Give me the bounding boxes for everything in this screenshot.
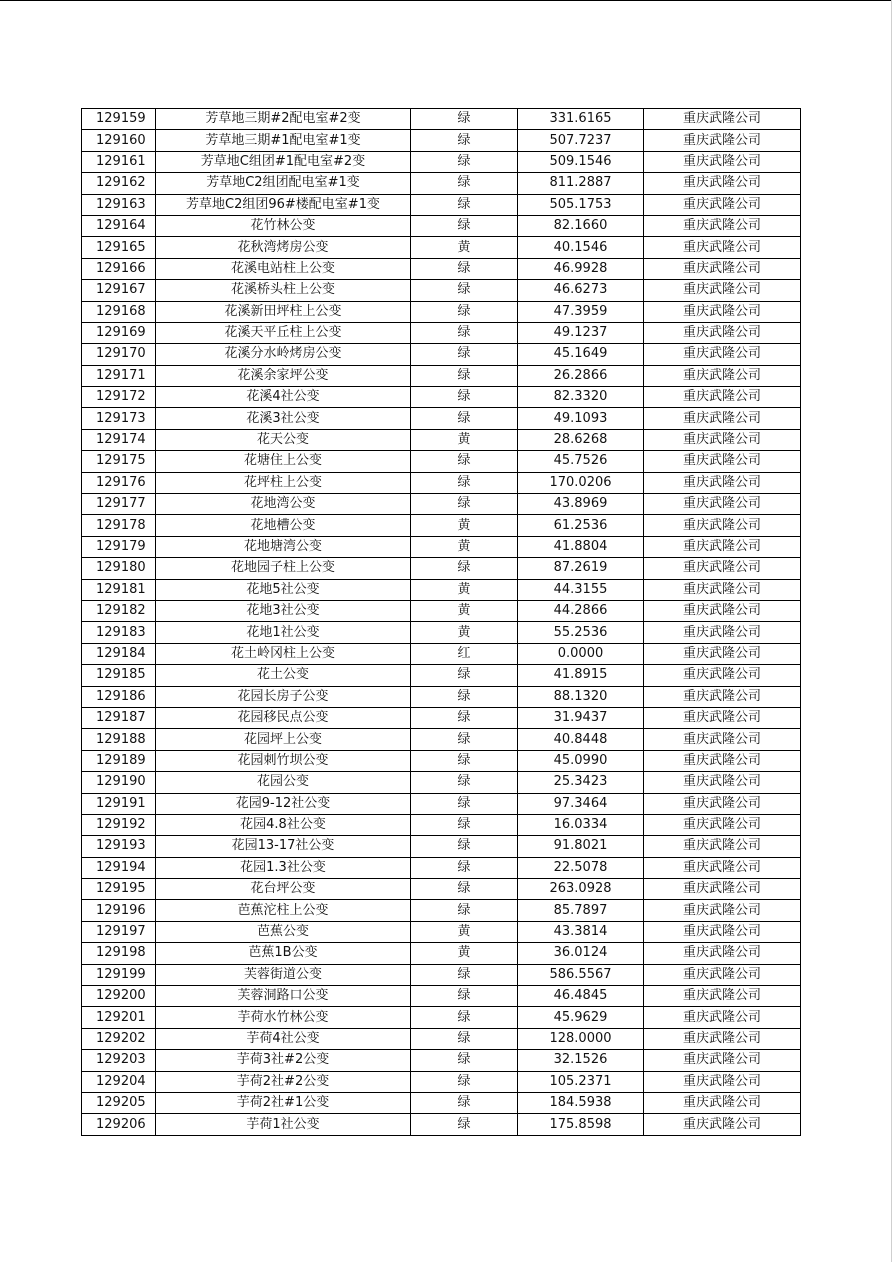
page-top-border	[0, 0, 892, 1]
table-row	[82, 1114, 801, 1135]
company-cell: 重庆武隆公司	[644, 536, 801, 557]
transformer-name-cell: 花土公变	[156, 665, 411, 686]
table-row	[82, 301, 801, 322]
value-cell: 509.1546	[518, 151, 644, 172]
company-cell: 重庆武隆公司	[644, 1028, 801, 1049]
value-cell: 45.7526	[518, 451, 644, 472]
status-color-cell: 绿	[411, 451, 518, 472]
transformer-name-cell: 花溪电站柱上公变	[156, 258, 411, 279]
transformer-name-cell: 芋荷4社公变	[156, 1028, 411, 1049]
transformer-name-cell: 花竹林公变	[156, 215, 411, 236]
id-cell: 129182	[82, 600, 156, 621]
value-cell: 47.3959	[518, 301, 644, 322]
company-cell: 重庆武隆公司	[644, 665, 801, 686]
company-cell: 重庆武隆公司	[644, 215, 801, 236]
transformer-name-cell: 花溪新田坪柱上公变	[156, 301, 411, 322]
status-color-cell: 黄	[411, 429, 518, 450]
company-cell: 重庆武隆公司	[644, 1114, 801, 1135]
transformer-name-cell: 花地1社公变	[156, 622, 411, 643]
table-row	[82, 130, 801, 151]
table-row	[82, 1007, 801, 1028]
status-color-cell: 黄	[411, 237, 518, 258]
id-cell: 129164	[82, 215, 156, 236]
table-row	[82, 429, 801, 450]
id-cell: 129200	[82, 986, 156, 1007]
id-cell: 129163	[82, 194, 156, 215]
value-cell: 31.9437	[518, 707, 644, 728]
id-cell: 129183	[82, 622, 156, 643]
value-cell: 331.6165	[518, 109, 644, 130]
table-row	[82, 643, 801, 664]
table-row	[82, 857, 801, 878]
transformer-name-cell: 花地槽公变	[156, 515, 411, 536]
status-color-cell: 绿	[411, 665, 518, 686]
value-cell: 175.8598	[518, 1114, 644, 1135]
transformer-name-cell: 芋荷3社#2公变	[156, 1050, 411, 1071]
transformer-name-cell: 花园9-12社公变	[156, 793, 411, 814]
value-cell: 46.4845	[518, 986, 644, 1007]
value-cell: 44.2866	[518, 600, 644, 621]
company-cell: 重庆武隆公司	[644, 408, 801, 429]
table-row	[82, 665, 801, 686]
id-cell: 129173	[82, 408, 156, 429]
value-cell: 41.8915	[518, 665, 644, 686]
company-cell: 重庆武隆公司	[644, 151, 801, 172]
transformer-name-cell: 花园1.3社公变	[156, 857, 411, 878]
status-color-cell: 绿	[411, 1092, 518, 1113]
id-cell: 129194	[82, 857, 156, 878]
company-cell: 重庆武隆公司	[644, 429, 801, 450]
table-row	[82, 344, 801, 365]
company-cell: 重庆武隆公司	[644, 237, 801, 258]
status-color-cell: 绿	[411, 365, 518, 386]
id-cell: 129159	[82, 109, 156, 130]
transformer-name-cell: 花溪分水岭烤房公变	[156, 344, 411, 365]
id-cell: 129167	[82, 280, 156, 301]
table-row	[82, 943, 801, 964]
transformer-name-cell: 花园4.8社公变	[156, 814, 411, 835]
company-cell: 重庆武隆公司	[644, 879, 801, 900]
transformer-name-cell: 芭蕉1B公变	[156, 943, 411, 964]
status-color-cell: 绿	[411, 900, 518, 921]
status-color-cell: 绿	[411, 344, 518, 365]
transformer-name-cell: 芋荷2社#2公变	[156, 1071, 411, 1092]
company-cell: 重庆武隆公司	[644, 258, 801, 279]
id-cell: 129203	[82, 1050, 156, 1071]
id-cell: 129169	[82, 322, 156, 343]
id-cell: 129199	[82, 964, 156, 985]
value-cell: 184.5938	[518, 1092, 644, 1113]
value-cell: 88.1320	[518, 686, 644, 707]
status-color-cell: 绿	[411, 194, 518, 215]
company-cell: 重庆武隆公司	[644, 729, 801, 750]
table-row	[82, 1092, 801, 1113]
status-color-cell: 绿	[411, 387, 518, 408]
company-cell: 重庆武隆公司	[644, 900, 801, 921]
id-cell: 129165	[82, 237, 156, 258]
transformer-name-cell: 花坪柱上公变	[156, 472, 411, 493]
company-cell: 重庆武隆公司	[644, 173, 801, 194]
id-cell: 129166	[82, 258, 156, 279]
id-cell: 129176	[82, 472, 156, 493]
value-cell: 811.2887	[518, 173, 644, 194]
id-cell: 129198	[82, 943, 156, 964]
status-color-cell: 绿	[411, 793, 518, 814]
status-color-cell: 绿	[411, 173, 518, 194]
company-cell: 重庆武隆公司	[644, 194, 801, 215]
value-cell: 105.2371	[518, 1071, 644, 1092]
company-cell: 重庆武隆公司	[644, 301, 801, 322]
transformer-name-cell: 花溪3社公变	[156, 408, 411, 429]
value-cell: 41.8804	[518, 536, 644, 557]
transformer-name-cell: 花园13-17社公变	[156, 836, 411, 857]
transformer-name-cell: 花土岭冈柱上公变	[156, 643, 411, 664]
status-color-cell: 黄	[411, 536, 518, 557]
status-color-cell: 绿	[411, 558, 518, 579]
company-cell: 重庆武隆公司	[644, 600, 801, 621]
value-cell: 505.1753	[518, 194, 644, 215]
status-color-cell: 绿	[411, 772, 518, 793]
table-row	[82, 1050, 801, 1071]
company-cell: 重庆武隆公司	[644, 707, 801, 728]
value-cell: 45.0990	[518, 750, 644, 771]
id-cell: 129196	[82, 900, 156, 921]
value-cell: 82.1660	[518, 215, 644, 236]
transformer-table	[81, 108, 801, 1136]
id-cell: 129178	[82, 515, 156, 536]
company-cell: 重庆武隆公司	[644, 857, 801, 878]
id-cell: 129188	[82, 729, 156, 750]
value-cell: 507.7237	[518, 130, 644, 151]
transformer-name-cell: 芳草地C组团#1配电室#2变	[156, 151, 411, 172]
id-cell: 129185	[82, 665, 156, 686]
transformer-name-cell: 芳草地C2组团配电室#1变	[156, 173, 411, 194]
table-row	[82, 729, 801, 750]
table-row	[82, 772, 801, 793]
transformer-name-cell: 花园坪上公变	[156, 729, 411, 750]
company-cell: 重庆武隆公司	[644, 1007, 801, 1028]
transformer-name-cell: 花地湾公变	[156, 494, 411, 515]
value-cell: 45.9629	[518, 1007, 644, 1028]
status-color-cell: 绿	[411, 814, 518, 835]
value-cell: 85.7897	[518, 900, 644, 921]
id-cell: 129206	[82, 1114, 156, 1135]
transformer-name-cell: 花地塘湾公变	[156, 536, 411, 557]
company-cell: 重庆武隆公司	[644, 280, 801, 301]
table-row	[82, 322, 801, 343]
transformer-name-cell: 芳草地C2组团96#楼配电室#1变	[156, 194, 411, 215]
company-cell: 重庆武隆公司	[644, 643, 801, 664]
company-cell: 重庆武隆公司	[644, 750, 801, 771]
status-color-cell: 绿	[411, 301, 518, 322]
status-color-cell: 绿	[411, 836, 518, 857]
table-row	[82, 750, 801, 771]
table-row	[82, 814, 801, 835]
transformer-name-cell: 花溪余家坪公变	[156, 365, 411, 386]
company-cell: 重庆武隆公司	[644, 472, 801, 493]
id-cell: 129197	[82, 921, 156, 942]
value-cell: 45.1649	[518, 344, 644, 365]
transformer-name-cell: 芙蓉洞路口公变	[156, 986, 411, 1007]
id-cell: 129204	[82, 1071, 156, 1092]
status-color-cell: 绿	[411, 707, 518, 728]
transformer-name-cell: 芭蕉公变	[156, 921, 411, 942]
company-cell: 重庆武隆公司	[644, 772, 801, 793]
id-cell: 129190	[82, 772, 156, 793]
company-cell: 重庆武隆公司	[644, 1050, 801, 1071]
value-cell: 263.0928	[518, 879, 644, 900]
value-cell: 44.3155	[518, 579, 644, 600]
transformer-name-cell: 芭蕉沱柱上公变	[156, 900, 411, 921]
transformer-name-cell: 芋荷1社公变	[156, 1114, 411, 1135]
value-cell: 16.0334	[518, 814, 644, 835]
transformer-name-cell: 花溪桥头柱上公变	[156, 280, 411, 301]
status-color-cell: 绿	[411, 879, 518, 900]
status-color-cell: 红	[411, 643, 518, 664]
company-cell: 重庆武隆公司	[644, 964, 801, 985]
value-cell: 32.1526	[518, 1050, 644, 1071]
table-row	[82, 194, 801, 215]
transformer-name-cell: 花溪天平丘柱上公变	[156, 322, 411, 343]
id-cell: 129205	[82, 1092, 156, 1113]
transformer-name-cell: 花天公变	[156, 429, 411, 450]
status-color-cell: 绿	[411, 280, 518, 301]
table-row	[82, 215, 801, 236]
table-body	[82, 109, 801, 1136]
status-color-cell: 绿	[411, 151, 518, 172]
status-color-cell: 绿	[411, 1007, 518, 1028]
table-row	[82, 536, 801, 557]
transformer-name-cell: 芋荷2社#1公变	[156, 1092, 411, 1113]
status-color-cell: 绿	[411, 1114, 518, 1135]
table-row	[82, 387, 801, 408]
id-cell: 129189	[82, 750, 156, 771]
status-color-cell: 绿	[411, 686, 518, 707]
value-cell: 26.2866	[518, 365, 644, 386]
table-row	[82, 921, 801, 942]
value-cell: 97.3464	[518, 793, 644, 814]
value-cell: 49.1093	[518, 408, 644, 429]
status-color-cell: 绿	[411, 472, 518, 493]
table-row	[82, 365, 801, 386]
table-row	[82, 964, 801, 985]
id-cell: 129187	[82, 707, 156, 728]
table-row	[82, 900, 801, 921]
status-color-cell: 绿	[411, 857, 518, 878]
status-color-cell: 绿	[411, 258, 518, 279]
transformer-name-cell: 芙蓉街道公变	[156, 964, 411, 985]
id-cell: 129202	[82, 1028, 156, 1049]
table-row	[82, 622, 801, 643]
value-cell: 49.1237	[518, 322, 644, 343]
value-cell: 25.3423	[518, 772, 644, 793]
table-row	[82, 879, 801, 900]
table-row	[82, 515, 801, 536]
table-row	[82, 579, 801, 600]
id-cell: 129195	[82, 879, 156, 900]
transformer-name-cell: 芳草地三期#2配电室#2变	[156, 109, 411, 130]
id-cell: 129161	[82, 151, 156, 172]
company-cell: 重庆武隆公司	[644, 322, 801, 343]
company-cell: 重庆武隆公司	[644, 1071, 801, 1092]
status-color-cell: 绿	[411, 729, 518, 750]
id-cell: 129171	[82, 365, 156, 386]
id-cell: 129162	[82, 173, 156, 194]
value-cell: 586.5567	[518, 964, 644, 985]
status-color-cell: 黄	[411, 943, 518, 964]
company-cell: 重庆武隆公司	[644, 921, 801, 942]
table-row	[82, 793, 801, 814]
status-color-cell: 绿	[411, 494, 518, 515]
value-cell: 36.0124	[518, 943, 644, 964]
value-cell: 22.5078	[518, 857, 644, 878]
status-color-cell: 绿	[411, 130, 518, 151]
transformer-name-cell: 花地3社公变	[156, 600, 411, 621]
id-cell: 129179	[82, 536, 156, 557]
value-cell: 46.6273	[518, 280, 644, 301]
status-color-cell: 绿	[411, 215, 518, 236]
table-row	[82, 1028, 801, 1049]
company-cell: 重庆武隆公司	[644, 494, 801, 515]
status-color-cell: 绿	[411, 986, 518, 1007]
id-cell: 129193	[82, 836, 156, 857]
company-cell: 重庆武隆公司	[644, 130, 801, 151]
status-color-cell: 绿	[411, 109, 518, 130]
status-color-cell: 黄	[411, 579, 518, 600]
table-row	[82, 258, 801, 279]
table-row	[82, 707, 801, 728]
table-row	[82, 109, 801, 130]
transformer-name-cell: 花秋湾烤房公变	[156, 237, 411, 258]
id-cell: 129177	[82, 494, 156, 515]
value-cell: 170.0206	[518, 472, 644, 493]
table-row	[82, 408, 801, 429]
company-cell: 重庆武隆公司	[644, 814, 801, 835]
id-cell: 129192	[82, 814, 156, 835]
status-color-cell: 绿	[411, 750, 518, 771]
id-cell: 129201	[82, 1007, 156, 1028]
company-cell: 重庆武隆公司	[644, 365, 801, 386]
id-cell: 129181	[82, 579, 156, 600]
id-cell: 129160	[82, 130, 156, 151]
company-cell: 重庆武隆公司	[644, 793, 801, 814]
company-cell: 重庆武隆公司	[644, 451, 801, 472]
value-cell: 61.2536	[518, 515, 644, 536]
transformer-name-cell: 花园长房子公变	[156, 686, 411, 707]
transformer-name-cell: 花园移民点公变	[156, 707, 411, 728]
status-color-cell: 绿	[411, 964, 518, 985]
value-cell: 28.6268	[518, 429, 644, 450]
status-color-cell: 黄	[411, 600, 518, 621]
transformer-name-cell: 花地5社公变	[156, 579, 411, 600]
transformer-name-cell: 花园刺竹坝公变	[156, 750, 411, 771]
status-color-cell: 绿	[411, 1028, 518, 1049]
company-cell: 重庆武隆公司	[644, 686, 801, 707]
id-cell: 129186	[82, 686, 156, 707]
company-cell: 重庆武隆公司	[644, 558, 801, 579]
value-cell: 91.8021	[518, 836, 644, 857]
value-cell: 0.0000	[518, 643, 644, 664]
company-cell: 重庆武隆公司	[644, 986, 801, 1007]
status-color-cell: 黄	[411, 921, 518, 942]
table-row	[82, 472, 801, 493]
transformer-name-cell: 花园公变	[156, 772, 411, 793]
value-cell: 40.8448	[518, 729, 644, 750]
value-cell: 87.2619	[518, 558, 644, 579]
id-cell: 129168	[82, 301, 156, 322]
status-color-cell: 绿	[411, 1050, 518, 1071]
table-row	[82, 836, 801, 857]
id-cell: 129172	[82, 387, 156, 408]
table-row	[82, 686, 801, 707]
status-color-cell: 绿	[411, 1071, 518, 1092]
status-color-cell: 黄	[411, 622, 518, 643]
table-row	[82, 173, 801, 194]
value-cell: 128.0000	[518, 1028, 644, 1049]
table-row	[82, 151, 801, 172]
company-cell: 重庆武隆公司	[644, 1092, 801, 1113]
company-cell: 重庆武隆公司	[644, 515, 801, 536]
company-cell: 重庆武隆公司	[644, 344, 801, 365]
id-cell: 129174	[82, 429, 156, 450]
id-cell: 129191	[82, 793, 156, 814]
transformer-name-cell: 花台坪公变	[156, 879, 411, 900]
table-row	[82, 494, 801, 515]
table-row	[82, 558, 801, 579]
id-cell: 129184	[82, 643, 156, 664]
status-color-cell: 绿	[411, 408, 518, 429]
id-cell: 129175	[82, 451, 156, 472]
status-color-cell: 绿	[411, 322, 518, 343]
table-row	[82, 986, 801, 1007]
table-row	[82, 280, 801, 301]
transformer-name-cell: 花塘住上公变	[156, 451, 411, 472]
value-cell: 43.8969	[518, 494, 644, 515]
company-cell: 重庆武隆公司	[644, 622, 801, 643]
transformer-name-cell: 花溪4社公变	[156, 387, 411, 408]
table-row	[82, 1071, 801, 1092]
transformer-name-cell: 芳草地三期#1配电室#1变	[156, 130, 411, 151]
value-cell: 40.1546	[518, 237, 644, 258]
company-cell: 重庆武隆公司	[644, 579, 801, 600]
table-row	[82, 237, 801, 258]
transformer-name-cell: 花地园子柱上公变	[156, 558, 411, 579]
company-cell: 重庆武隆公司	[644, 109, 801, 130]
id-cell: 129180	[82, 558, 156, 579]
value-cell: 46.9928	[518, 258, 644, 279]
company-cell: 重庆武隆公司	[644, 943, 801, 964]
id-cell: 129170	[82, 344, 156, 365]
table-row	[82, 600, 801, 621]
value-cell: 55.2536	[518, 622, 644, 643]
company-cell: 重庆武隆公司	[644, 387, 801, 408]
value-cell: 43.3814	[518, 921, 644, 942]
table-row	[82, 451, 801, 472]
transformer-name-cell: 芋荷水竹林公变	[156, 1007, 411, 1028]
value-cell: 82.3320	[518, 387, 644, 408]
status-color-cell: 黄	[411, 515, 518, 536]
company-cell: 重庆武隆公司	[644, 836, 801, 857]
